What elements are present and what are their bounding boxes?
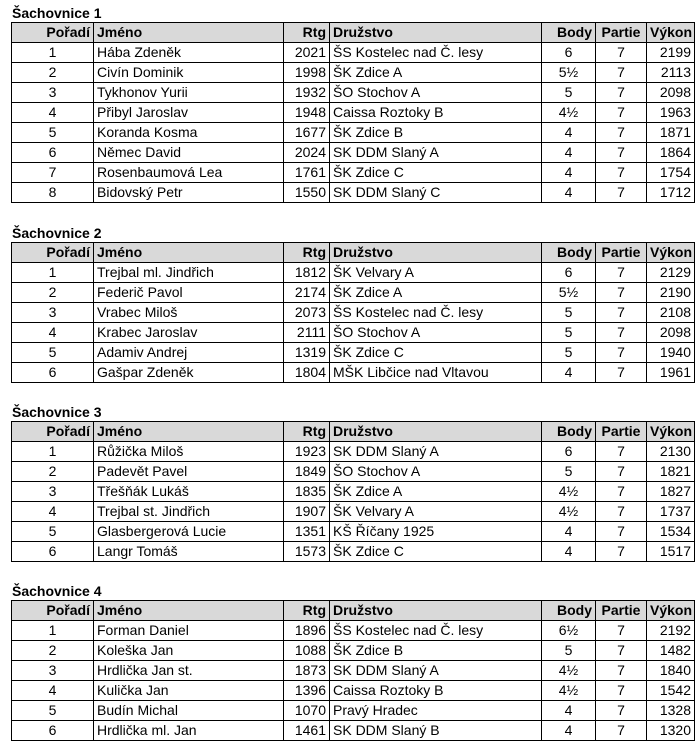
header-games: Partie: [596, 422, 647, 442]
rank-cell: 2: [12, 641, 94, 661]
team-cell: ŠS Kostelec nad Č. lesy: [330, 621, 542, 641]
performance-cell: 1328: [647, 701, 695, 721]
table-row: [12, 43, 695, 63]
rating-cell: 2021: [284, 43, 330, 63]
header-performance: Výkon: [647, 601, 695, 621]
rank-cell: 6: [12, 143, 94, 163]
player-name-cell: Adamiv Andrej: [94, 343, 284, 363]
performance-cell: 1737: [647, 502, 695, 522]
player-name-cell: Krabec Jaroslav: [94, 323, 284, 343]
player-name-cell: Budín Michal: [94, 701, 284, 721]
games-cell: 7: [596, 303, 647, 323]
rating-cell: 1461: [284, 721, 330, 741]
table-row: [12, 661, 695, 681]
board-section-3: [10, 403, 693, 562]
header-points: Body: [542, 422, 596, 442]
games-cell: 7: [596, 522, 647, 542]
rank-cell: 1: [12, 43, 94, 63]
player-name-cell: Trejbal ml. Jindřich: [94, 263, 284, 283]
table-row: [12, 502, 695, 522]
rank-cell: 3: [12, 303, 94, 323]
points-cell: 5½: [542, 63, 596, 83]
player-name-cell: Třešňák Lukáš: [94, 482, 284, 502]
rank-cell: 2: [12, 283, 94, 303]
performance-cell: 2098: [647, 83, 695, 103]
table-row: [12, 63, 695, 83]
points-cell: 5: [542, 462, 596, 482]
rank-cell: 6: [12, 721, 94, 741]
header-team: Družstvo: [330, 23, 542, 43]
rating-cell: 1319: [284, 343, 330, 363]
points-cell: 5: [542, 83, 596, 103]
games-cell: 7: [596, 123, 647, 143]
team-cell: SK DDM Slaný A: [330, 143, 542, 163]
performance-cell: 2192: [647, 621, 695, 641]
points-cell: 4: [542, 163, 596, 183]
points-cell: 4: [542, 123, 596, 143]
points-cell: 4½: [542, 681, 596, 701]
games-cell: 7: [596, 701, 647, 721]
header-performance: Výkon: [647, 243, 695, 263]
board-title: Šachovnice 1: [12, 5, 102, 21]
board-section-1: [10, 4, 693, 203]
board-title: Šachovnice 2: [12, 225, 102, 241]
table-row: [12, 123, 695, 143]
table-body: [12, 442, 695, 562]
points-cell: 4: [542, 143, 596, 163]
rank-cell: 2: [12, 63, 94, 83]
team-cell: MŠK Libčice nad Vltavou: [330, 363, 542, 383]
rating-cell: 1550: [284, 183, 330, 203]
header-rtg: Rtg: [284, 422, 330, 442]
team-cell: ŠS Kostelec nad Č. lesy: [330, 303, 542, 323]
team-cell: SK DDM Slaný A: [330, 661, 542, 681]
points-cell: 4: [542, 721, 596, 741]
rank-cell: 3: [12, 482, 94, 502]
rank-cell: 4: [12, 323, 94, 343]
points-cell: 4: [542, 701, 596, 721]
header-games: Partie: [596, 601, 647, 621]
points-cell: 5: [542, 303, 596, 323]
rating-cell: 1835: [284, 482, 330, 502]
rating-cell: 2073: [284, 303, 330, 323]
header-name: Jméno: [94, 601, 284, 621]
player-name-cell: Federič Pavol: [94, 283, 284, 303]
header-rtg: Rtg: [284, 601, 330, 621]
rating-cell: 1923: [284, 442, 330, 462]
rank-cell: 7: [12, 163, 94, 183]
games-cell: 7: [596, 263, 647, 283]
rank-cell: 1: [12, 621, 94, 641]
rating-cell: 1761: [284, 163, 330, 183]
rank-cell: 3: [12, 661, 94, 681]
table-row: [12, 442, 695, 462]
games-cell: 7: [596, 621, 647, 641]
rank-cell: 6: [12, 363, 94, 383]
player-name-cell: Forman Daniel: [94, 621, 284, 641]
player-name-cell: Glasbergerová Lucie: [94, 522, 284, 542]
table-header-row: [12, 422, 695, 442]
player-name-cell: Koranda Kosma: [94, 123, 284, 143]
table-row: [12, 163, 695, 183]
header-team: Družstvo: [330, 422, 542, 442]
rating-cell: 1351: [284, 522, 330, 542]
table-row: [12, 83, 695, 103]
games-cell: 7: [596, 83, 647, 103]
games-cell: 7: [596, 283, 647, 303]
performance-cell: 2130: [647, 442, 695, 462]
games-cell: 7: [596, 323, 647, 343]
table-row: [12, 183, 695, 203]
performance-cell: 1754: [647, 163, 695, 183]
player-name-cell: Němec David: [94, 143, 284, 163]
player-name-cell: Padevět Pavel: [94, 462, 284, 482]
performance-cell: 1840: [647, 661, 695, 681]
games-cell: 7: [596, 103, 647, 123]
games-cell: 7: [596, 143, 647, 163]
table-row: [12, 721, 695, 741]
rank-cell: 8: [12, 183, 94, 203]
header-rank: Pořadí: [12, 243, 94, 263]
header-performance: Výkon: [647, 23, 695, 43]
table-row: [12, 103, 695, 123]
rating-cell: 1677: [284, 123, 330, 143]
points-cell: 4½: [542, 502, 596, 522]
table-row: [12, 363, 695, 383]
header-points: Body: [542, 23, 596, 43]
header-performance: Výkon: [647, 422, 695, 442]
header-name: Jméno: [94, 243, 284, 263]
board-section-2: [10, 224, 693, 383]
team-cell: SK DDM Slaný C: [330, 183, 542, 203]
rating-cell: 2024: [284, 143, 330, 163]
performance-cell: 1827: [647, 482, 695, 502]
player-name-cell: Bidovský Petr: [94, 183, 284, 203]
performance-cell: 2129: [647, 263, 695, 283]
performance-cell: 1940: [647, 343, 695, 363]
performance-cell: 1864: [647, 143, 695, 163]
team-cell: ŠK Velvary A: [330, 502, 542, 522]
points-cell: 4½: [542, 103, 596, 123]
board-title: Šachovnice 3: [12, 404, 102, 420]
rank-cell: 1: [12, 263, 94, 283]
rating-cell: 1573: [284, 542, 330, 562]
games-cell: 7: [596, 183, 647, 203]
performance-cell: 1517: [647, 542, 695, 562]
team-cell: ŠK Zdice A: [330, 63, 542, 83]
player-name-cell: Hrdlička ml. Jan: [94, 721, 284, 741]
performance-cell: 1961: [647, 363, 695, 383]
rating-cell: 1907: [284, 502, 330, 522]
table-row: [12, 681, 695, 701]
games-cell: 7: [596, 721, 647, 741]
games-cell: 7: [596, 542, 647, 562]
rank-cell: 5: [12, 701, 94, 721]
table-row: [12, 263, 695, 283]
games-cell: 7: [596, 482, 647, 502]
rating-cell: 2111: [284, 323, 330, 343]
header-team: Družstvo: [330, 601, 542, 621]
team-cell: ŠK Zdice C: [330, 542, 542, 562]
team-cell: ŠK Zdice B: [330, 123, 542, 143]
rank-cell: 3: [12, 83, 94, 103]
player-name-cell: Langr Tomáš: [94, 542, 284, 562]
performance-cell: 2108: [647, 303, 695, 323]
points-cell: 4: [542, 183, 596, 203]
player-name-cell: Tykhonov Yurii: [94, 83, 284, 103]
table-row: [12, 143, 695, 163]
rank-cell: 5: [12, 522, 94, 542]
table-row: [12, 542, 695, 562]
table-body: [12, 263, 695, 383]
team-cell: ŠK Zdice C: [330, 163, 542, 183]
board-table: [11, 600, 695, 741]
team-cell: ŠK Zdice A: [330, 482, 542, 502]
games-cell: 7: [596, 363, 647, 383]
points-cell: 5: [542, 343, 596, 363]
rank-cell: 6: [12, 542, 94, 562]
rank-cell: 4: [12, 681, 94, 701]
performance-cell: 1542: [647, 681, 695, 701]
team-cell: Caissa Roztoky B: [330, 681, 542, 701]
performance-cell: 1821: [647, 462, 695, 482]
player-name-cell: Vrabec Miloš: [94, 303, 284, 323]
player-name-cell: Přibyl Jaroslav: [94, 103, 284, 123]
games-cell: 7: [596, 63, 647, 83]
header-name: Jméno: [94, 23, 284, 43]
team-cell: ŠK Zdice A: [330, 283, 542, 303]
rating-cell: 1849: [284, 462, 330, 482]
table-row: [12, 641, 695, 661]
rating-cell: 2174: [284, 283, 330, 303]
performance-cell: 2113: [647, 63, 695, 83]
points-cell: 4: [542, 542, 596, 562]
points-cell: 4½: [542, 482, 596, 502]
player-name-cell: Trejbal st. Jindřich: [94, 502, 284, 522]
player-name-cell: Hába Zdeněk: [94, 43, 284, 63]
table-header-row: [12, 243, 695, 263]
rank-cell: 4: [12, 502, 94, 522]
performance-cell: 1963: [647, 103, 695, 123]
player-name-cell: Rosenbaumová Lea: [94, 163, 284, 183]
performance-cell: 2199: [647, 43, 695, 63]
games-cell: 7: [596, 661, 647, 681]
performance-cell: 2190: [647, 283, 695, 303]
team-cell: Caissa Roztoky B: [330, 103, 542, 123]
points-cell: 5: [542, 323, 596, 343]
player-name-cell: Kulička Jan: [94, 681, 284, 701]
header-name: Jméno: [94, 422, 284, 442]
points-cell: 4: [542, 522, 596, 542]
team-cell: SK DDM Slaný B: [330, 721, 542, 741]
header-rank: Pořadí: [12, 23, 94, 43]
team-cell: ŠK Velvary A: [330, 263, 542, 283]
performance-cell: 1534: [647, 522, 695, 542]
rating-cell: 1873: [284, 661, 330, 681]
table-row: [12, 522, 695, 542]
rank-cell: 5: [12, 343, 94, 363]
table-row: [12, 621, 695, 641]
team-cell: ŠO Stochov A: [330, 83, 542, 103]
header-points: Body: [542, 601, 596, 621]
rating-cell: 1812: [284, 263, 330, 283]
team-cell: SK DDM Slaný A: [330, 442, 542, 462]
header-team: Družstvo: [330, 243, 542, 263]
games-cell: 7: [596, 462, 647, 482]
performance-cell: 1871: [647, 123, 695, 143]
points-cell: 4: [542, 363, 596, 383]
team-cell: ŠO Stochov A: [330, 323, 542, 343]
performance-cell: 2098: [647, 323, 695, 343]
performance-cell: 1320: [647, 721, 695, 741]
table-body: [12, 621, 695, 741]
table-row: [12, 343, 695, 363]
table-header-row: [12, 601, 695, 621]
header-games: Partie: [596, 243, 647, 263]
rating-cell: 1396: [284, 681, 330, 701]
rating-cell: 1932: [284, 83, 330, 103]
rating-cell: 1948: [284, 103, 330, 123]
table-row: [12, 303, 695, 323]
rating-cell: 1998: [284, 63, 330, 83]
team-cell: ŠO Stochov A: [330, 462, 542, 482]
rank-cell: 2: [12, 462, 94, 482]
table-row: [12, 462, 695, 482]
rating-cell: 1088: [284, 641, 330, 661]
player-name-cell: Hrdlička Jan st.: [94, 661, 284, 681]
team-cell: Pravý Hradec: [330, 701, 542, 721]
games-cell: 7: [596, 343, 647, 363]
points-cell: 5½: [542, 283, 596, 303]
header-points: Body: [542, 243, 596, 263]
team-cell: ŠK Zdice C: [330, 343, 542, 363]
table-row: [12, 482, 695, 502]
rank-cell: 5: [12, 123, 94, 143]
rating-cell: 1896: [284, 621, 330, 641]
table-body: [12, 43, 695, 203]
board-table: [11, 242, 695, 383]
points-cell: 4½: [542, 661, 596, 681]
board-section-4: [10, 582, 693, 741]
rank-cell: 4: [12, 103, 94, 123]
board-title: Šachovnice 4: [12, 583, 102, 599]
games-cell: 7: [596, 502, 647, 522]
player-name-cell: Koleška Jan: [94, 641, 284, 661]
header-rank: Pořadí: [12, 601, 94, 621]
rating-cell: 1070: [284, 701, 330, 721]
player-name-cell: Gašpar Zdeněk: [94, 363, 284, 383]
header-rtg: Rtg: [284, 23, 330, 43]
points-cell: 6: [542, 43, 596, 63]
header-games: Partie: [596, 23, 647, 43]
performance-cell: 1712: [647, 183, 695, 203]
board-table: [11, 421, 695, 562]
games-cell: 7: [596, 681, 647, 701]
player-name-cell: Růžička Miloš: [94, 442, 284, 462]
games-cell: 7: [596, 442, 647, 462]
points-cell: 6: [542, 442, 596, 462]
games-cell: 7: [596, 43, 647, 63]
performance-cell: 1482: [647, 641, 695, 661]
games-cell: 7: [596, 163, 647, 183]
player-name-cell: Civín Dominik: [94, 63, 284, 83]
points-cell: 6: [542, 263, 596, 283]
table-row: [12, 701, 695, 721]
points-cell: 6½: [542, 621, 596, 641]
header-rank: Pořadí: [12, 422, 94, 442]
team-cell: ŠK Zdice B: [330, 641, 542, 661]
header-rtg: Rtg: [284, 243, 330, 263]
table-row: [12, 283, 695, 303]
rating-cell: 1804: [284, 363, 330, 383]
board-table: [11, 22, 695, 203]
points-cell: 5: [542, 641, 596, 661]
team-cell: KŠ Říčany 1925: [330, 522, 542, 542]
games-cell: 7: [596, 641, 647, 661]
table-header-row: [12, 23, 695, 43]
rank-cell: 1: [12, 442, 94, 462]
table-row: [12, 323, 695, 343]
team-cell: ŠS Kostelec nad Č. lesy: [330, 43, 542, 63]
